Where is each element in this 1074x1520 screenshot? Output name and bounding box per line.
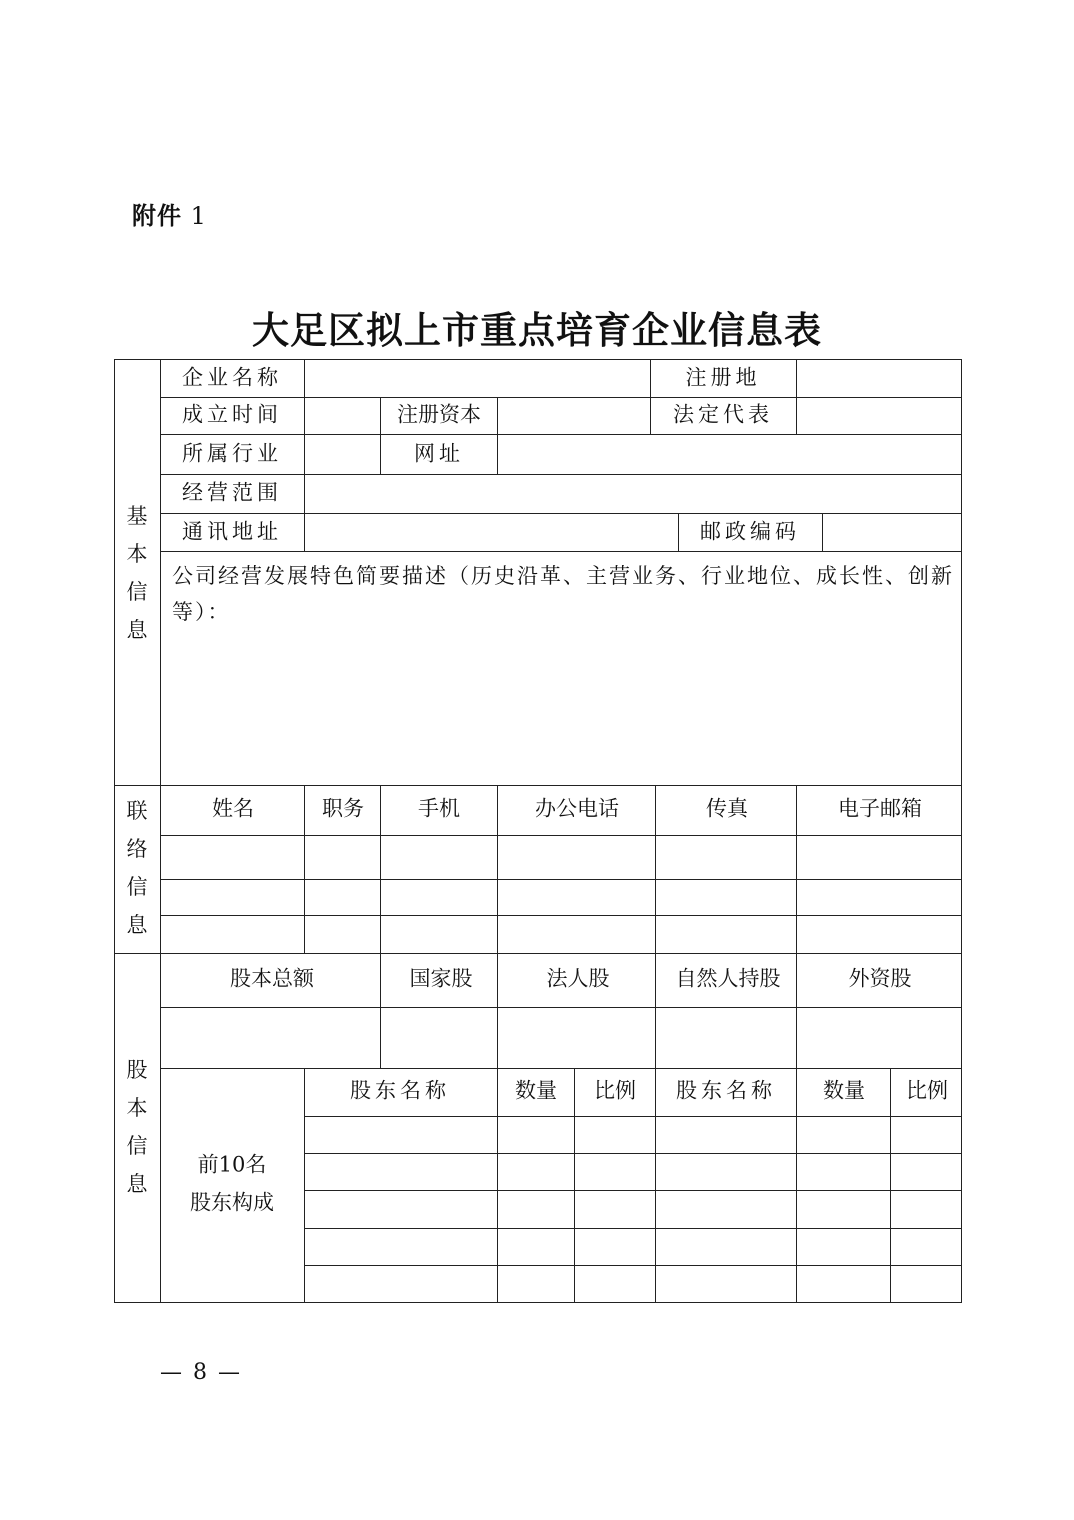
contact-header-office-phone: 办公电话 bbox=[535, 796, 619, 821]
contact-header-mobile: 手机 bbox=[418, 796, 460, 821]
contact-header-email: 电子邮箱 bbox=[838, 796, 922, 821]
company-description-prompt: 公司经营发展特色简要描述（历史沿革、主营业务、行业地位、成长性、创新等）： bbox=[172, 564, 954, 624]
equity-header-state: 国家股 bbox=[409, 966, 473, 991]
equity-header-total: 股本总额 bbox=[230, 966, 314, 991]
equity-info-section-label: 股 本 信 息 bbox=[126, 1058, 148, 1196]
website-label: 网址 bbox=[414, 441, 464, 466]
shareholder-header-name-1: 股东名称 bbox=[350, 1078, 450, 1103]
page-number: — 8 — bbox=[160, 1360, 242, 1385]
attachment-number: 1 bbox=[190, 202, 207, 230]
contact-header-name: 姓名 bbox=[212, 796, 254, 821]
shareholder-header-ratio-2: 比例 bbox=[906, 1078, 948, 1103]
shareholder-header-qty-2: 数量 bbox=[823, 1078, 865, 1103]
attachment-label bbox=[132, 196, 207, 231]
equity-header-legal-person: 法人股 bbox=[546, 966, 610, 991]
contact-header-fax: 传真 bbox=[706, 796, 748, 821]
top10-label-line1: 前10名 bbox=[197, 1152, 267, 1177]
shareholder-header-ratio-1: 比例 bbox=[594, 1078, 636, 1103]
equity-header-natural-person: 自然人持股 bbox=[675, 966, 781, 991]
attachment-text: 附件 bbox=[132, 202, 182, 230]
contact-info-section-label: 联 络 信 息 bbox=[126, 799, 148, 937]
registered-place-label: 注册地 bbox=[685, 365, 761, 390]
address-label: 通讯地址 bbox=[182, 519, 282, 544]
page-title: 大足区拟上市重点培育企业信息表 bbox=[252, 308, 822, 352]
registered-capital-label: 注册资本 bbox=[397, 402, 481, 427]
basic-info-section-label: 基 本 信 息 bbox=[126, 504, 148, 642]
shareholder-header-qty-1: 数量 bbox=[515, 1078, 557, 1103]
shareholder-header-name-2: 股东名称 bbox=[676, 1078, 776, 1103]
legal-rep-label: 法定代表 bbox=[673, 402, 773, 427]
business-scope-label: 经营范围 bbox=[182, 480, 282, 505]
top10-label-line2: 股东构成 bbox=[190, 1190, 274, 1215]
established-label: 成立时间 bbox=[182, 402, 282, 427]
postcode-label: 邮政编码 bbox=[700, 519, 800, 544]
equity-header-foreign: 外资股 bbox=[848, 966, 912, 991]
industry-label: 所属行业 bbox=[182, 441, 282, 466]
contact-header-title: 职务 bbox=[322, 796, 364, 821]
company-name-label: 企业名称 bbox=[182, 365, 282, 390]
